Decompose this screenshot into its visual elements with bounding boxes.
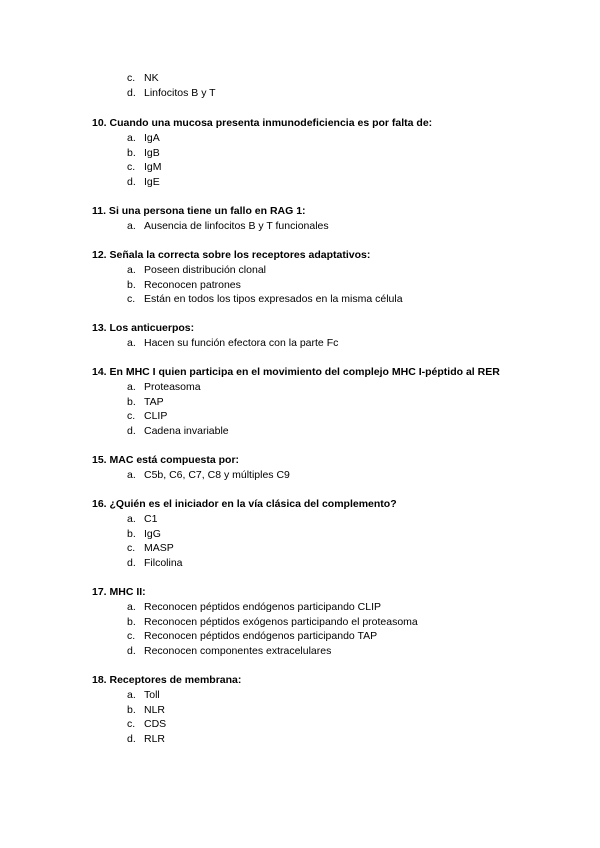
option-letter: c. [127, 542, 136, 555]
option-text: Reconocen patrones [144, 278, 241, 291]
option-letter: b. [127, 395, 136, 408]
option-text: Poseen distribución clonal [144, 264, 266, 276]
question-title: 12. Señala la correcta sobre los receptores adaptativos: [92, 249, 371, 261]
option-letter: a. [127, 337, 136, 349]
answer-option [92, 703, 241, 718]
option-text: Hacen su función efectora con la parte Fc [144, 337, 339, 349]
option-text: NK [144, 72, 159, 84]
option-text: IgE [144, 175, 160, 188]
question-title: 16. ¿Quién es el iniciador en la vía clásica del complemento? [92, 498, 397, 510]
question-title: 13. Los anticuerpos: [92, 322, 195, 334]
option-letter: b. [127, 146, 136, 159]
option-text: Reconocen componentes extracelulares [144, 644, 332, 657]
question-15 [92, 453, 290, 483]
option-letter: a. [127, 469, 136, 481]
option-text: CDS [144, 718, 167, 731]
answer-option [92, 629, 378, 644]
option-letter: c. [127, 410, 136, 423]
option-letter: c. [127, 718, 136, 731]
question-10 [92, 116, 432, 189]
answer-option [92, 278, 370, 293]
answer-option [92, 292, 403, 307]
option-text: IgA [144, 132, 160, 144]
option-letter: a. [127, 513, 136, 525]
question-18 [92, 673, 241, 746]
option-text: IgB [144, 146, 160, 159]
option-letter: c. [127, 293, 136, 306]
option-text: Proteasoma [144, 381, 201, 393]
question-title: 11. Si una persona tiene un fallo en RAG 1: [92, 205, 306, 217]
answer-option [92, 600, 382, 615]
option-text: Reconocen péptidos endógenos participando TAP [144, 630, 378, 643]
option-letter: b. [127, 527, 136, 540]
option-text: MASP [144, 542, 174, 555]
answer-option [92, 380, 500, 395]
option-letter: b. [127, 278, 136, 291]
option-text: Cadena invariable [144, 424, 229, 437]
option-letter: a. [127, 601, 136, 613]
option-letter: c. [127, 72, 136, 84]
answer-option [92, 512, 397, 527]
question-13 [92, 321, 339, 351]
answer-option [92, 336, 339, 351]
option-letter: a. [127, 132, 136, 144]
option-text: Ausencia de linfocitos B y T funcionales [144, 220, 329, 232]
option-letter: a. [127, 220, 136, 232]
answer-option [92, 160, 432, 175]
option-text: IgM [144, 161, 162, 174]
option-text: NLR [144, 703, 166, 716]
option-text: CLIP [144, 410, 168, 423]
question-14 [92, 365, 500, 438]
option-letter: d. [127, 732, 136, 745]
option-text: C1 [144, 513, 158, 525]
option-letter: b. [127, 703, 136, 716]
option-letter: b. [127, 615, 136, 628]
question-title: 10. Cuando una mucosa presenta inmunodeficiencia es por falta de: [92, 117, 433, 129]
answer-option [92, 541, 397, 556]
option-text: Están en todos los tipos expresados en la misma célula [144, 293, 403, 306]
answer-option [92, 615, 418, 630]
answer-option [92, 219, 329, 234]
option-letter: a. [127, 381, 136, 393]
option-letter: c. [127, 161, 136, 174]
option-text: RLR [144, 732, 166, 745]
option-text: TAP [144, 395, 164, 408]
question-16 [92, 497, 397, 570]
option-letter: c. [127, 630, 136, 643]
question-title: 15. MAC está compuesta por: [92, 454, 240, 466]
option-text: C5b, C6, C7, C8 y múltiples C9 [144, 469, 290, 481]
answer-option [92, 409, 500, 424]
option-text: Reconocen péptidos exógenos participando el proteasoma [144, 615, 418, 628]
option-text: Filcolina [144, 556, 183, 569]
answer-option [92, 424, 500, 439]
answer-option [92, 468, 290, 483]
option-letter: d. [127, 424, 136, 437]
answer-option [92, 131, 432, 146]
answer-option [92, 556, 397, 571]
option-letter: d. [127, 556, 136, 569]
option-letter: a. [127, 689, 136, 701]
answer-option [92, 146, 432, 161]
option-text: IgG [144, 527, 161, 540]
answer-option [92, 717, 241, 732]
question-17 [92, 585, 418, 658]
answer-option [92, 732, 241, 747]
option-letter: d. [127, 175, 136, 188]
answer-option [92, 527, 397, 542]
option-letter: d. [127, 86, 136, 99]
answer-option [92, 175, 432, 190]
question-12 [92, 248, 403, 307]
option-text: Toll [144, 689, 160, 701]
option-text: Linfocitos B y T [144, 86, 216, 99]
answer-option [92, 263, 370, 278]
question-title: 17. MHC II: [92, 586, 146, 598]
answer-option [92, 395, 500, 410]
option-text: Reconocen péptidos endógenos participando CLIP [144, 601, 382, 613]
answer-option [92, 644, 332, 659]
question-title: 18. Receptores de membrana: [92, 674, 242, 686]
question-11 [92, 204, 329, 234]
option-letter: a. [127, 264, 136, 276]
question-title: 14. En MHC I quien participa en el movimiento del complejo MHC I-péptido al RER [92, 366, 500, 378]
option-letter: d. [127, 644, 136, 657]
answer-option [92, 688, 241, 703]
